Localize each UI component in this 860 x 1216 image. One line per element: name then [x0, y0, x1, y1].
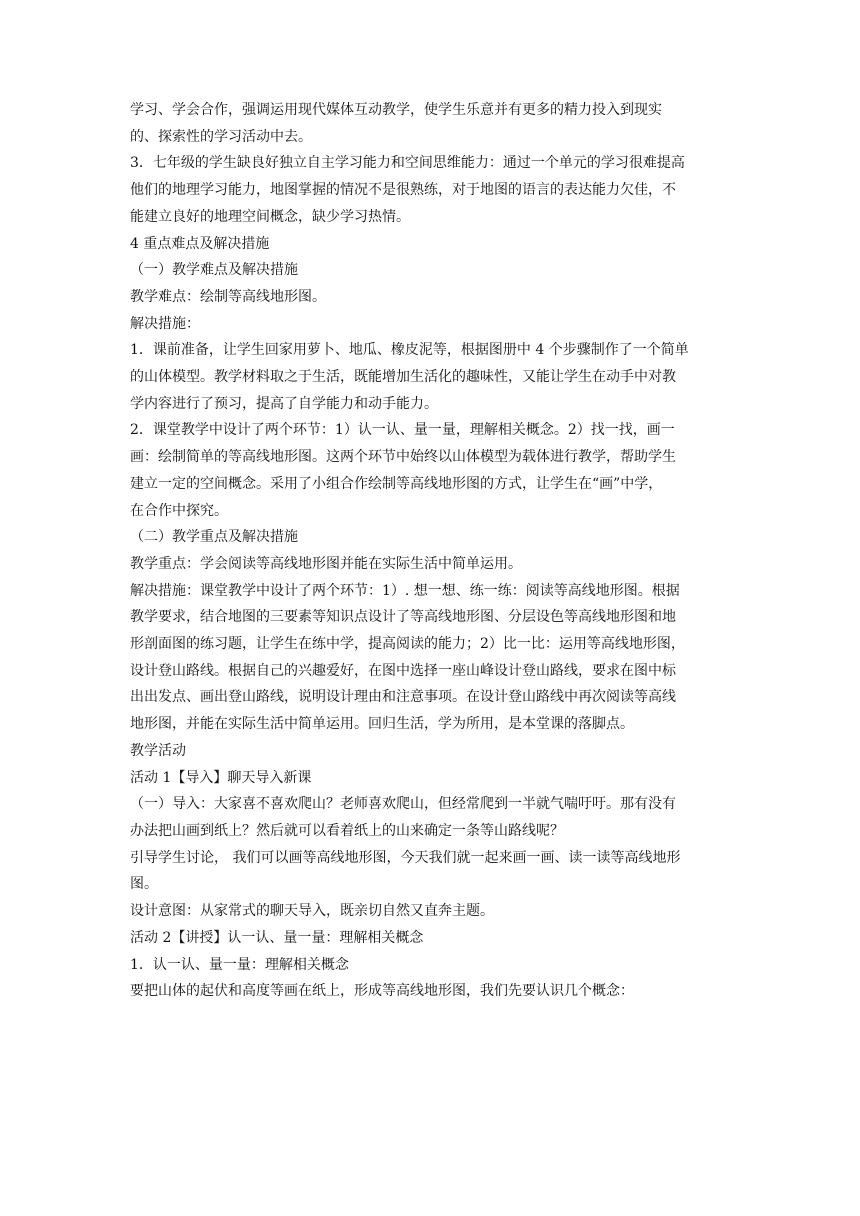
text-line: 的、探索性的学习活动中去。: [130, 128, 312, 145]
text-line: 能建立良好的地理空间概念，缺少学习热情。: [130, 208, 410, 225]
text-line: 出出发点、画出登山路线，说明设计理由和注意事项。在设计登山路线中再次阅读等高线: [130, 689, 676, 706]
section-heading: 教学活动: [130, 742, 186, 759]
section-heading: 4 重点难点及解决措施: [130, 235, 270, 252]
text-line: 要把山体的起伏和高度等画在纸上，形成等高线地形图，我们先要认识几个概念：: [130, 983, 634, 1000]
text-line: 学习、学会合作，强调运用现代媒体互动教学，使学生乐意并有更多的精力投入到现实: [130, 102, 662, 118]
text-line: 画：绘制简单的等高线地形图。这两个环节中始终以山体模型为载体进行教学，帮助学生: [130, 449, 676, 466]
text-line: 学内容进行了预习，提高了自学能力和动手能力。: [130, 395, 438, 412]
text-line: 2．课堂教学中设计了两个环节：1）认一认、量一量，理解相关概念。2）找一找，画一: [130, 422, 675, 439]
text-line: 他们的地理学习能力，地图掌握的情况不是很熟练，对于地图的语言的表达能力欠佳，不: [130, 182, 676, 199]
text-line: 形剖面图的练习题，让学生在练中学，提高阅读的能力；2）比一比：运用等高线地形图，: [130, 636, 685, 653]
text-line: （一）导入：大家喜不喜欢爬山？老师喜欢爬山，但经常爬到一半就气喘吁吁。那有没有: [130, 796, 676, 813]
text-line: 1．课前准备，让学生回家用萝卜、地瓜、橡皮泥等，根据图册中 4 个步骤制作了一个简单: [130, 342, 689, 359]
text-line: 的山体模型。教学材料取之于生活，既能增加生活化的趣味性，又能让学生在动手中对教: [130, 369, 676, 386]
text-line: 地形图，并能在实际生活中简单运用。回归生活，学为所用，是本堂课的落脚点。: [130, 716, 634, 733]
text-line: 图。: [130, 876, 158, 893]
activity-heading: 活动 1【导入】聊天导入新课: [130, 769, 312, 786]
text-line: 办法把山画到纸上？然后就可以看着纸上的山来确定一条等山路线呢？: [130, 822, 564, 839]
subsection-heading: （二）教学重点及解决措施: [130, 529, 298, 546]
text-line: 3．七年级的学生缺良好独立自主学习能力和空间思维能力：通过一个单元的学习很难提高: [130, 155, 685, 172]
text-line: 教学重点：学会阅读等高线地形图并能在实际生活中简单运用。: [130, 555, 522, 572]
document-body: [130, 97, 740, 1005]
text-line: 引导学生讨论， 我们可以画等高线地形图，今天我们就一起来画一画、读一读等高线地形: [130, 849, 681, 866]
text-line: 建立一定的空间概念。采用了小组合作绘制等高线地形图的方式，让学生在“画”中学，: [130, 475, 663, 492]
text-line: 设计意图：从家常式的聊天导入，既亲切自然又直奔主题。: [130, 903, 494, 920]
text-line: 教学难点：绘制等高线地形图。: [130, 288, 326, 305]
text-line: 在合作中探究。: [130, 502, 228, 519]
text-line: 1．认一认、量一量：理解相关概念: [130, 956, 349, 973]
activity-heading: 活动 2【讲授】认一认、量一量：理解相关概念: [130, 929, 424, 946]
subsection-heading: （一）教学难点及解决措施: [130, 262, 298, 279]
text-line: 解决措施：: [130, 315, 200, 332]
text-line: 设计登山路线。根据自己的兴趣爱好，在图中选择一座山峰设计登山路线，要求在图中标: [130, 662, 676, 679]
text-line: 解决措施：课堂教学中设计了两个环节：1）. 想一想、练一练：阅读等高线地形图。根据: [130, 582, 680, 599]
text-line: 教学要求，结合地图的三要素等知识点设计了等高线地形图、分层设色等高线地形图和地: [130, 609, 676, 626]
